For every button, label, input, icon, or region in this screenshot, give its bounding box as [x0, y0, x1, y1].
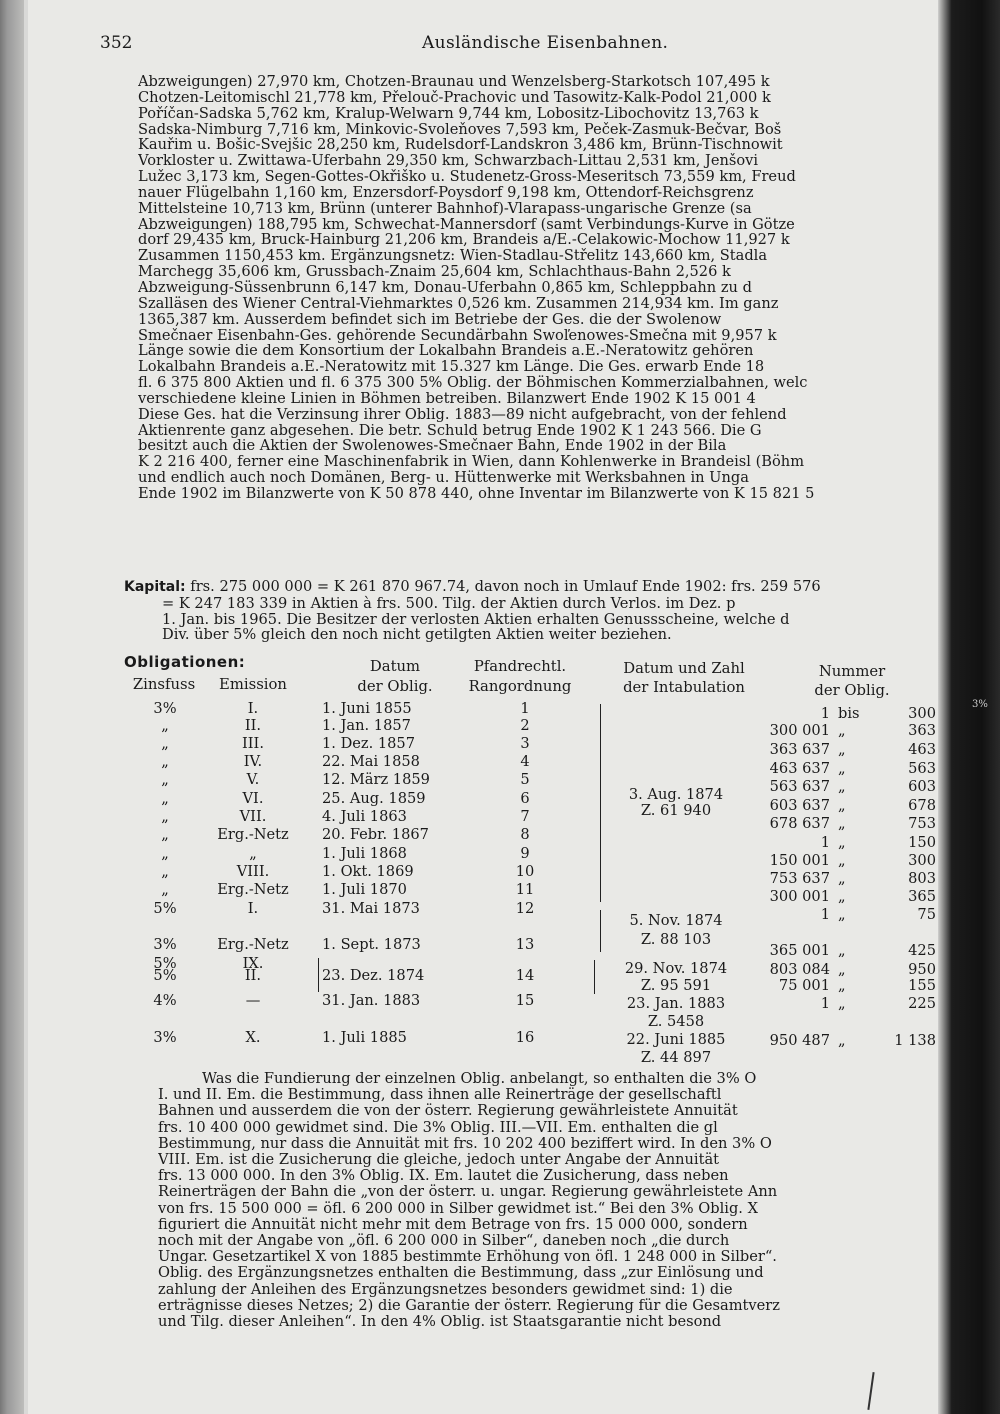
intabulation-date: 3. Aug. 1874 [628, 786, 724, 803]
paragraph-line: Zusammen 1150,453 km. Ergänzungsnetz: Wien-Stadlau-Střelitz 143,660 km, Stadla [138, 248, 768, 265]
cell-nummer-from: 300 001 [769, 888, 830, 905]
cell-emission: III. [242, 735, 264, 752]
cell-datum: 1. Juli 1885 [322, 1029, 407, 1046]
cell-nummer-sep: „ [838, 942, 846, 959]
paragraph-line: VIII. Em. ist die Zusicherung die gleiche, jedoch unter Angabe der Annuität [158, 1151, 720, 1169]
cell-nummer-sep: „ [838, 722, 846, 739]
paragraph-line: dorf 29,435 km, Bruck-Hainburg 21,206 km, Brandeis a/E.-Čelakowic-Mochow 11,927 k [138, 232, 790, 249]
cell-emission: VII. [239, 808, 267, 825]
cell-emission: Erg.-Netz [217, 826, 289, 843]
cell-emission: Erg.-Netz [217, 881, 289, 898]
cell-rang: 8 [520, 826, 530, 843]
paragraph-line: Aktienrente ganz abgesehen. Die betr. Schuld betrug Ende 1902 K 1 243 566. Die G [138, 422, 762, 439]
fundierung-paragraph [158, 1071, 933, 1330]
paragraph-line: erträgnisse dieses Netzes; 2) die Garantie der österr. Regierung für die Gesamtverz [158, 1296, 780, 1314]
cell-nummer-to: 150 [908, 834, 936, 851]
header-datum-1: Datum [369, 658, 421, 675]
cell-nummer-sep: „ [838, 888, 846, 905]
cell-nummer-sep: „ [838, 778, 846, 795]
header-rang-1: Pfandrechtl. [473, 658, 567, 675]
paragraph-line: Ungar. Gesetzartikel X von 1885 bestimmte Erhöhung von öfl. 1 248 000 in Silber“. [158, 1248, 777, 1266]
header-intabulation-2: der Intabulation [623, 679, 745, 696]
cell-datum: 1. Okt. 1869 [322, 863, 414, 880]
header-rang-2: Rangordnung [468, 678, 572, 695]
cell-nummer-from: 463 637 [769, 760, 830, 777]
header-nummer-2: der Oblig. [814, 682, 890, 699]
paragraph-line: Kauřim u. Bošic-Svejšic 28,250 km, Rudelsdorf-Landskron 3,486 km, Brünn-Tischnowit [138, 137, 783, 154]
cell-emission: II. [244, 717, 262, 734]
intabulation-number: Z. 88 103 [640, 931, 712, 948]
cell-datum: 4. Juli 1863 [322, 808, 407, 825]
cell-zinsfuss: 3% [153, 936, 177, 953]
cell-nummer-sep: „ [838, 906, 846, 923]
cell-nummer-from: 363 637 [769, 741, 830, 758]
cell-emission: Erg.-Netz [217, 936, 289, 953]
paragraph-line: Diese Ges. hat die Verzinsung ihrer Oblig. 1883—89 nicht aufgebracht, von der fehlend [138, 406, 787, 423]
cell-nummer-sep: „ [838, 870, 846, 887]
paragraph-line: Oblig. des Ergänzungsnetzes enthalten die Bestimmung, dass „zur Einlösung und [158, 1264, 764, 1282]
header-nummer-1: Nummer [818, 663, 886, 680]
cell-nummer-to: 365 [908, 888, 936, 905]
cell-rang: 7 [520, 808, 530, 825]
cell-rang: 4 [520, 753, 530, 770]
paragraph-line: Was die Fundierung der einzelnen Oblig. anbelangt, so enthalten die 3% O [202, 1071, 757, 1087]
cell-emission: V. [246, 771, 260, 788]
running-title: Ausländische Eisenbahnen. [422, 33, 669, 53]
intabulation-number: Z. 61 940 [640, 802, 712, 819]
cell-emission: VIII. [236, 863, 270, 880]
cell-nummer-to: 678 [908, 797, 936, 814]
cell-nummer-sep: „ [838, 834, 846, 851]
cell-rang: 16 [515, 1029, 535, 1046]
cell-nummer-from: 753 637 [769, 870, 830, 887]
cell-nummer-from: 603 637 [769, 797, 830, 814]
cell-nummer-sep: bis [838, 705, 860, 722]
cell-emission: „ [249, 845, 257, 862]
paragraph-line: Mittelsteine 10,713 km, Brünn (unterer Bahnhof)-Vlarapass-ungarische Grenze (sa [138, 200, 752, 217]
cell-zinsfuss: „ [161, 735, 169, 752]
paragraph-line: Chotzen-Leitomischl 21,778 km, Přelouč-Prachovic und Tasowitz-Kalk-Podol 21,000 k [138, 89, 771, 106]
paragraph-line: Abzweigungen) 188,795 km, Schwechat-Mannersdorf (samt Verbindungs-Kurve in Götze [138, 216, 795, 233]
cell-zinsfuss: „ [161, 826, 169, 843]
cell-nummer-from: 1 [820, 705, 830, 722]
header-intabulation-1: Datum und Zahl [623, 660, 745, 677]
cell-nummer-sep: „ [838, 961, 846, 978]
cell-datum: 31. Mai 1873 [322, 900, 420, 917]
cell-nummer-sep: „ [838, 977, 846, 994]
paragraph-line: und Tilg. dieser Anleihen“. In den 4% Oblig. ist Staatsgarantie nicht besond [158, 1313, 722, 1331]
paragraph-line: frs. 13 000 000. In den 3% Oblig. IX. Em. lautet die Zusicherung, dass neben [158, 1167, 729, 1185]
cell-zinsfuss: „ [161, 753, 169, 770]
paragraph-line: Bahnen und ausserdem die von der österr. Regierung gewährleistete Annuität [158, 1102, 738, 1120]
kapital-section [124, 579, 934, 643]
paragraph-line: besitzt auch die Aktien der Swolenowes-Smečnaer Bahn, Ende 1902 in der Bila [138, 438, 727, 455]
cell-zinsfuss: „ [161, 771, 169, 788]
cell-emission: VI. [242, 790, 264, 807]
cell-nummer-sep: „ [838, 1032, 846, 1049]
paragraph-line: fl. 6 375 800 Aktien und fl. 6 375 300 5% Oblig. der Böhmischen Kommerzialbahnen, welc [138, 375, 808, 391]
cell-emission: X. [245, 1029, 261, 1046]
cell-nummer-to: 803 [908, 870, 936, 887]
cell-datum: 20. Febr. 1867 [322, 826, 429, 843]
paragraph-line: Reinerträgen der Bahn die „von der österr. u. ungar. Regierung gewährleistete Ann [158, 1183, 778, 1201]
cell-emission: I. [247, 900, 259, 917]
cell-datum: 12. März 1859 [322, 771, 430, 788]
cell-nummer-from: 365 001 [769, 942, 830, 959]
cell-datum: 1. Dez. 1857 [322, 735, 416, 752]
paragraph-line: Bestimmung, nur dass die Annuität mit frs. 10 202 400 beziffert wird. In den 3% O [158, 1134, 772, 1152]
cell-zinsfuss: „ [161, 863, 169, 880]
cell-zinsfuss: „ [161, 790, 169, 807]
kapital-line: Div. über 5% gleich den noch nicht getilgten Aktien weiter beziehen. [162, 626, 672, 644]
cell-nummer-to: 753 [908, 815, 936, 832]
cell-zinsfuss: „ [161, 845, 169, 862]
cell-nummer-to: 225 [908, 995, 936, 1012]
intabulation-number: Z. 95 591 [640, 977, 712, 994]
intabulation-number: Z. 5458 [647, 1013, 705, 1030]
paragraph-line: Abzweigungen) 27,970 km, Chotzen-Braunau und Wenzelsberg-Starkotsch 107,495 k [138, 74, 770, 90]
cell-nummer-from: 950 487 [769, 1032, 830, 1049]
cell-nummer-to: 603 [908, 778, 936, 795]
cell-rang: 1 [520, 700, 530, 717]
paragraph-line: Lokalbahn Brandeis a.E.-Neratowitz mit 15.327 km Länge. Die Ges. erwarb Ende 18 [138, 359, 765, 376]
bracket-emission-ix-ii [318, 958, 325, 992]
header-zinsfuss: Zinsfuss [132, 676, 196, 693]
paragraph-line: Länge sowie die dem Konsortium der Lokalbahn Brandeis a.E.-Neratowitz gehören [138, 343, 754, 360]
cell-nummer-from: 563 637 [769, 778, 830, 795]
cell-zinsfuss: „ [161, 881, 169, 898]
cell-datum: 25. Aug. 1859 [322, 790, 426, 807]
cell-nummer-from: 803 084 [769, 961, 830, 978]
paragraph-line: nauer Flügelbahn 1,160 km, Enzersdorf-Poysdorf 9,198 km, Ottendorf-Reichsgrenz [138, 184, 754, 201]
cell-datum: 31. Jan. 1883 [322, 992, 421, 1009]
cell-nummer-to: 75 [917, 906, 936, 923]
paragraph-line: von frs. 15 500 000 = öfl. 6 200 000 in Silber gewidmet ist.“ Bei den 3% Oblig. X [158, 1199, 758, 1217]
cell-zinsfuss: „ [161, 717, 169, 734]
paragraph-line: noch mit der Angabe von „öfl. 6 200 000 in Silber“, daneben noch „die durch [158, 1232, 730, 1250]
cell-zinsfuss: 5% [153, 967, 177, 984]
cell-datum: 1. Sept. 1873 [322, 936, 421, 953]
cell-rang: 14 [515, 967, 535, 984]
cell-nummer-sep: „ [838, 815, 846, 832]
bracket-intabulation-1 [594, 704, 601, 902]
page-number: 352 [100, 33, 133, 53]
cell-datum: 23. Dez. 1874 [322, 967, 425, 984]
paragraph-line: und endlich auch noch Domänen, Berg- u. Hüttenwerke mit Werksbahnen in Unga [138, 470, 749, 486]
cell-rang: 5 [520, 771, 530, 788]
cell-nummer-to: 1 138 [894, 1032, 936, 1049]
intabulation-number: Z. 44 897 [640, 1049, 712, 1066]
paragraph-line: Abzweigung-Süssenbrunn 6,147 km, Donau-Uferbahn 0,865 km, Schleppbahn zu d [138, 279, 752, 296]
cell-nummer-sep: „ [838, 852, 846, 869]
company-description-paragraph [138, 74, 933, 502]
intabulation-date: 22. Juni 1885 [626, 1031, 726, 1048]
cell-emission: — [245, 992, 261, 1009]
intabulation-date: 5. Nov. 1874 [629, 912, 723, 929]
paragraph-line: I. und II. Em. die Bestimmung, dass ihnen alle Reinerträge der gesellschaftl [158, 1086, 722, 1104]
cell-emission: IV. [243, 753, 263, 770]
cell-datum: 1. Jan. 1857 [322, 717, 411, 734]
cell-rang: 9 [520, 845, 530, 862]
cell-nummer-to: 300 [908, 852, 936, 869]
cell-rang: 15 [515, 992, 535, 1009]
cell-nummer-sep: „ [838, 797, 846, 814]
cell-zinsfuss: 3% [153, 700, 177, 717]
cell-rang: 2 [520, 717, 530, 734]
cell-zinsfuss: 3% [153, 1029, 177, 1046]
cell-zinsfuss: 4% [153, 992, 177, 1009]
paragraph-line: 1365,387 km. Ausserdem befindet sich im Betriebe der Ges. die der Swolenow [138, 311, 722, 328]
paragraph-line: verschiedene kleine Linien in Böhmen betreiben. Bilanzwert Ende 1902 K 15 001 4 [138, 390, 756, 407]
cell-rang: 11 [515, 881, 535, 898]
cell-nummer-from: 300 001 [769, 722, 830, 739]
scan-left-edge [0, 0, 24, 1414]
cell-datum: 1. Juli 1870 [322, 881, 407, 898]
cell-emission: IX. [242, 955, 264, 972]
paragraph-line: Lužec 3,173 km, Segen-Gottes-Okřiško u. Studenetz-Gross-Meseritsch 73,559 km, Freud [138, 169, 796, 185]
cell-rang: 3 [520, 735, 530, 752]
kapital-line: = K 247 183 339 in Aktien à frs. 500. Tilg. der Aktien durch Verlos. im Dez. p [162, 594, 736, 612]
cell-nummer-from: 75 001 [778, 977, 830, 994]
scan-right-edge [938, 0, 1000, 1414]
cell-emission: I. [247, 700, 259, 717]
cell-nummer-sep: „ [838, 995, 846, 1012]
kapital-line: 1. Jan. bis 1965. Die Besitzer der verlosten Aktien erhalten Genussscheine, welche d [162, 610, 790, 628]
cell-zinsfuss: 5% [153, 900, 177, 917]
paragraph-line: zahlung der Anleihen des Ergänzungsnetzes besonders gewidmet sind: 1) die [158, 1280, 733, 1298]
paragraph-line: Szalläsen des Wiener Central-Viehmarktes 0,526 km. Zusammen 214,934 km. Im ganz [138, 295, 779, 312]
cell-nummer-to: 363 [908, 722, 936, 739]
paragraph-line: Smečnaer Eisenbahn-Ges. gehörende Secundärbahn Swoľenowes-Smečna mit 9,957 k [138, 327, 777, 344]
cell-rang: 10 [515, 863, 535, 880]
paragraph-line: figuriert die Annuität nicht mehr mit dem Betrage von frs. 15 000 000, sondern [158, 1215, 748, 1233]
paragraph-line: Vorkloster u. Zwittawa-Uferbahn 29,350 km, Schwarzbach-Littau 2,531 km, Jenšovi [138, 153, 759, 170]
header-emission: Emission [219, 676, 287, 693]
cell-zinsfuss: „ [161, 808, 169, 825]
margin-note: 3% [972, 699, 988, 710]
cell-nummer-from: 678 637 [769, 815, 830, 832]
cell-nummer-to: 950 [908, 961, 936, 978]
bracket-intabulation-3 [594, 960, 601, 994]
cell-datum: 1. Juli 1868 [322, 845, 407, 862]
cell-nummer-from: 1 [820, 834, 830, 851]
kapital-label: Kapital: [124, 579, 186, 595]
cell-datum: 1. Juni 1855 [322, 700, 412, 717]
cell-rang: 6 [520, 790, 530, 807]
cell-nummer-from: 1 [820, 906, 830, 923]
paragraph-line: Ende 1902 im Bilanzwerte von K 50 878 440, ohne Inventar im Bilanzwerte von K 15 821 5 [138, 485, 815, 502]
bracket-intabulation-2 [594, 910, 601, 952]
paragraph-line: Sadska-Nimburg 7,716 km, Minkovic-Svoleňoves 7,593 km, Peček-Zasmuk-Bečvar, Boš [138, 121, 782, 138]
cell-datum: 22. Mai 1858 [322, 753, 420, 770]
cell-rang: 12 [515, 900, 535, 917]
intabulation-date: 29. Nov. 1874 [624, 960, 728, 977]
paragraph-line: Marchegg 35,606 km, Grussbach-Znaim 25,604 km, Schlachthaus-Bahn 2,526 k [138, 264, 731, 280]
paragraph-line: Poříčan-Sadska 5,762 km, Kralup-Welwarn 9,744 km, Lobositz-Libochovitz 13,763 k [138, 105, 759, 122]
cell-nummer-to: 563 [908, 760, 936, 777]
paragraph-line: K 2 216 400, ferner eine Maschinenfabrik in Wien, dann Kohlenwerke in Brandeisl (Böhm [138, 454, 805, 471]
paragraph-line: frs. 10 400 000 gewidmet sind. Die 3% Oblig. III.—VII. Em. enthalten die gl [158, 1118, 718, 1136]
cell-nummer-sep: „ [838, 760, 846, 777]
obligationen-heading: Obligationen: [124, 653, 246, 671]
cell-emission: II. [244, 967, 262, 984]
cell-nummer-to: 425 [908, 942, 936, 959]
intabulation-date: 23. Jan. 1883 [626, 995, 726, 1012]
cell-nummer-to: 300 [908, 705, 936, 722]
kapital-line: frs. 275 000 000 = K 261 870 967.74, davon noch in Umlauf Ende 1902: frs. 259 576 [190, 579, 821, 595]
cell-nummer-to: 155 [908, 977, 936, 994]
cell-nummer-sep: „ [838, 741, 846, 758]
cell-zinsfuss: 5% [153, 955, 177, 972]
cell-rang: 13 [515, 936, 535, 953]
header-datum-2: der Oblig. [357, 678, 433, 695]
cell-nummer-to: 463 [908, 741, 936, 758]
cell-nummer-from: 1 [820, 995, 830, 1012]
cell-nummer-from: 150 001 [769, 852, 830, 869]
